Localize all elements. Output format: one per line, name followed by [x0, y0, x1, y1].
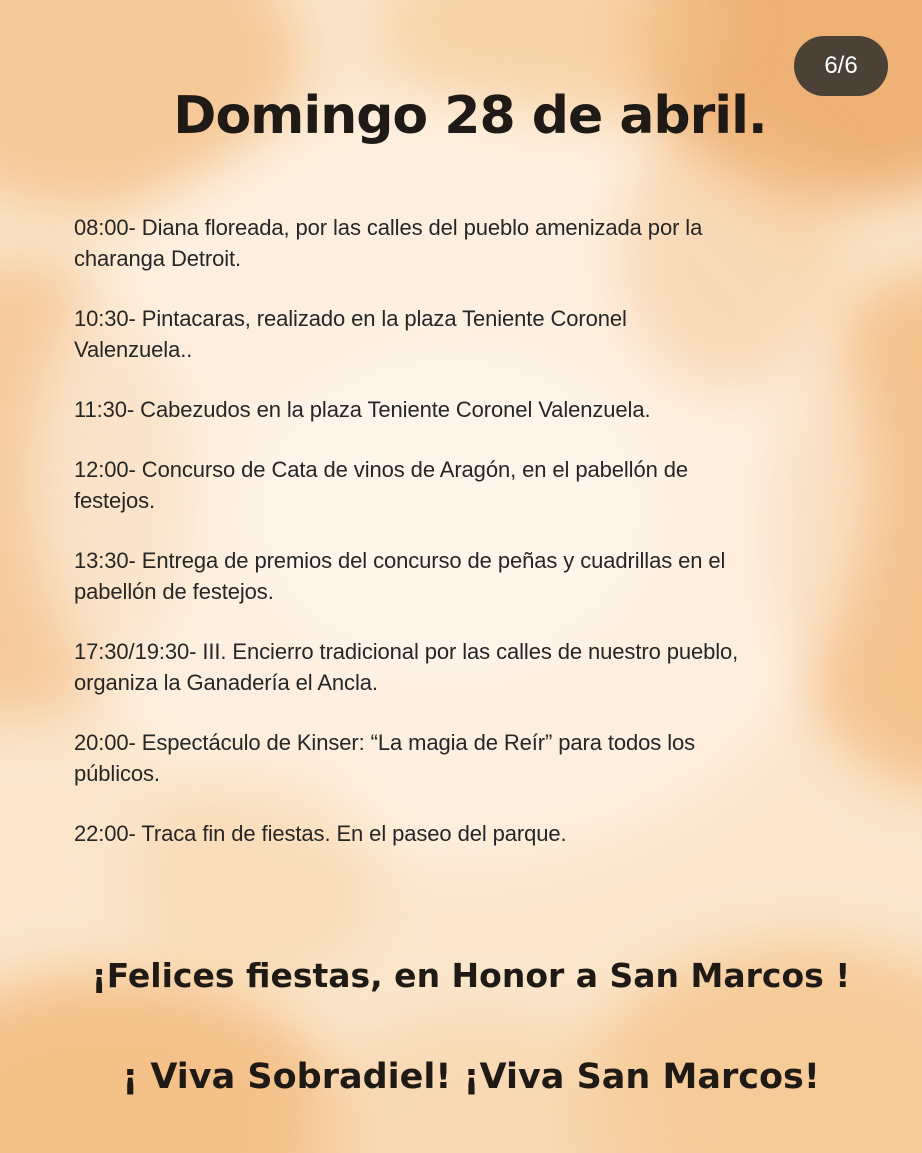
- page-title: Domingo 28 de abril.: [173, 86, 767, 146]
- event-line: 12:00- Concurso de Cata de vinos de Aragón, en el pabellón de: [74, 457, 689, 482]
- event-line: pabellón de festejos.: [74, 579, 274, 604]
- event-item: [74, 545, 844, 607]
- event-item: [74, 394, 844, 425]
- event-line: organiza la Ganadería el Ancla.: [74, 670, 378, 695]
- closing-greeting: ¡Felices fiestas, en Honor a San Marcos !: [91, 956, 851, 995]
- event-item: [74, 636, 844, 698]
- event-line: 17:30/19:30- III. Encierro tradicional por las calles de nuestro pueblo,: [74, 639, 739, 664]
- event-list: [74, 212, 844, 878]
- event-line: Valenzuela..: [74, 337, 193, 362]
- page-indicator-badge: 6/6: [794, 36, 888, 96]
- event-line: 08:00- Diana floreada, por las calles del pueblo amenizada por la: [74, 215, 703, 240]
- event-line: 20:00- Espectáculo de Kinser: “La magia de Reír” para todos los: [74, 730, 696, 755]
- closing-cheer: ¡ Viva Sobradiel! ¡Viva San Marcos!: [122, 1057, 820, 1097]
- event-line: públicos.: [74, 761, 160, 786]
- event-item: [74, 212, 844, 274]
- event-item: [74, 303, 844, 365]
- event-line: charanga Detroit.: [74, 246, 242, 271]
- event-item: [74, 818, 844, 849]
- event-line: festejos.: [74, 488, 156, 513]
- event-line: 22:00- Traca fin de fiestas. En el paseo del parque.: [74, 821, 567, 846]
- event-line: 11:30- Cabezudos en la plaza Teniente Coronel Valenzuela.: [74, 397, 651, 422]
- event-line: 10:30- Pintacaras, realizado en la plaza Teniente Coronel: [74, 306, 627, 331]
- event-item: [74, 727, 844, 789]
- event-item: [74, 454, 844, 516]
- event-line: 13:30- Entrega de premios del concurso de peñas y cuadrillas en el: [74, 548, 726, 573]
